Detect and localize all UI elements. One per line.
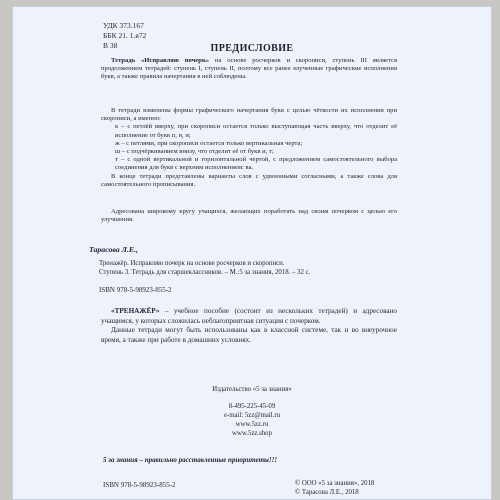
author-mark: В 38 <box>103 41 118 50</box>
publisher-email: e-mail: 5zz@mail.ru <box>223 412 281 419</box>
udk-code: УДК 373.167 <box>103 21 144 30</box>
annotation-line: Ступень 3. Тетрадь для старшеклассников. – М.:5 за знания, 2018. – 32 с. <box>99 269 311 276</box>
publisher-block <box>13 385 491 438</box>
annotation-line: Тренажёр. Исправляю почерк на основе росчерков и скорописи. <box>99 260 285 267</box>
publisher-site: www.5zz.ru <box>235 421 269 428</box>
intro-text: на основе росчерков и скорописи, ступень III является продолжением тетрадей: ступень I, ступень II, поэтому все ранее изученные графические исполнения букв, а также правила начертания в ней соблюдены. <box>101 57 397 81</box>
description-paragraph <box>101 307 397 345</box>
change-item-sh: ш – с подчёркиванием внизу, что отделит её от букв и, т; <box>115 148 274 156</box>
footer-isbn: ISBN 978-5-98923-855-2 <box>103 481 176 489</box>
publisher-slogan: 5 за знания – правильно расставленные приоритеты!!! <box>103 456 278 464</box>
copyright-block <box>295 479 374 497</box>
change-item-end: В конце тетради представлены варианты слов с удвоенными согласными, а также слова для самостоятельного прописывания. <box>101 172 397 188</box>
intro-bold: Тетрадь «Исправляю почерк» <box>111 57 210 64</box>
publisher-shop: www.5zz.shop <box>232 430 272 437</box>
annotation-body <box>89 259 419 277</box>
change-item-zh: ж – с петлями, при скорописи остается только вертикальная черта; <box>115 139 303 147</box>
book-page <box>12 6 492 500</box>
publisher-phone: 8-495-225-45-09 <box>228 403 276 410</box>
audience-paragraph <box>101 208 397 224</box>
description-bold: «ТРЕНАЖЁР» <box>111 307 160 315</box>
changes-section <box>101 107 397 189</box>
change-item-t: т – с одной вертикальной и горизонтальной чертой, с предложением самостоятельного выбора соединения для букв с верхним исполнением: ва. <box>115 156 397 172</box>
description-text: – учебное пособие (состоит из нескольких тетрадей) и адресовано учащимся, у которых сложилась неблагоприятная ситуация с почерком. <box>101 307 397 325</box>
annotation-author: Тарасова Л.Е., <box>89 245 139 254</box>
page-title: ПРЕДИСЛОВИЕ <box>210 43 294 54</box>
change-item-k: к – с петлёй вверху, при скорописи остается только выступающая часть вверху, что отделит её исполнение от букв п, н, и; <box>115 123 397 139</box>
audience-text: Адресована широкому кругу учащихся, желающих поработать над своим почерком с целью его улучшения. <box>101 208 397 224</box>
changes-lead: В тетради изменены формы графического начертания букв с целью чёткости их исполнения при скорописи, а именно: <box>101 107 397 123</box>
copyright-publisher: © ООО «5 за знания», 2018 <box>295 480 375 487</box>
annotation-isbn: ISBN 978-5-98923-855-2 <box>99 286 172 294</box>
copyright-author: © Тарасова Л.Е., 2018 <box>295 489 359 496</box>
bbk-code: ББК 21. 1.я72 <box>103 31 147 40</box>
publisher-name: Издательство «5 за знания» <box>212 386 292 393</box>
intro-paragraph <box>101 57 397 82</box>
description-second: Данные тетради могут быть использованы как в классной системе, так и во внеурочное время, а также при работе в домашних условиях. <box>101 326 397 344</box>
